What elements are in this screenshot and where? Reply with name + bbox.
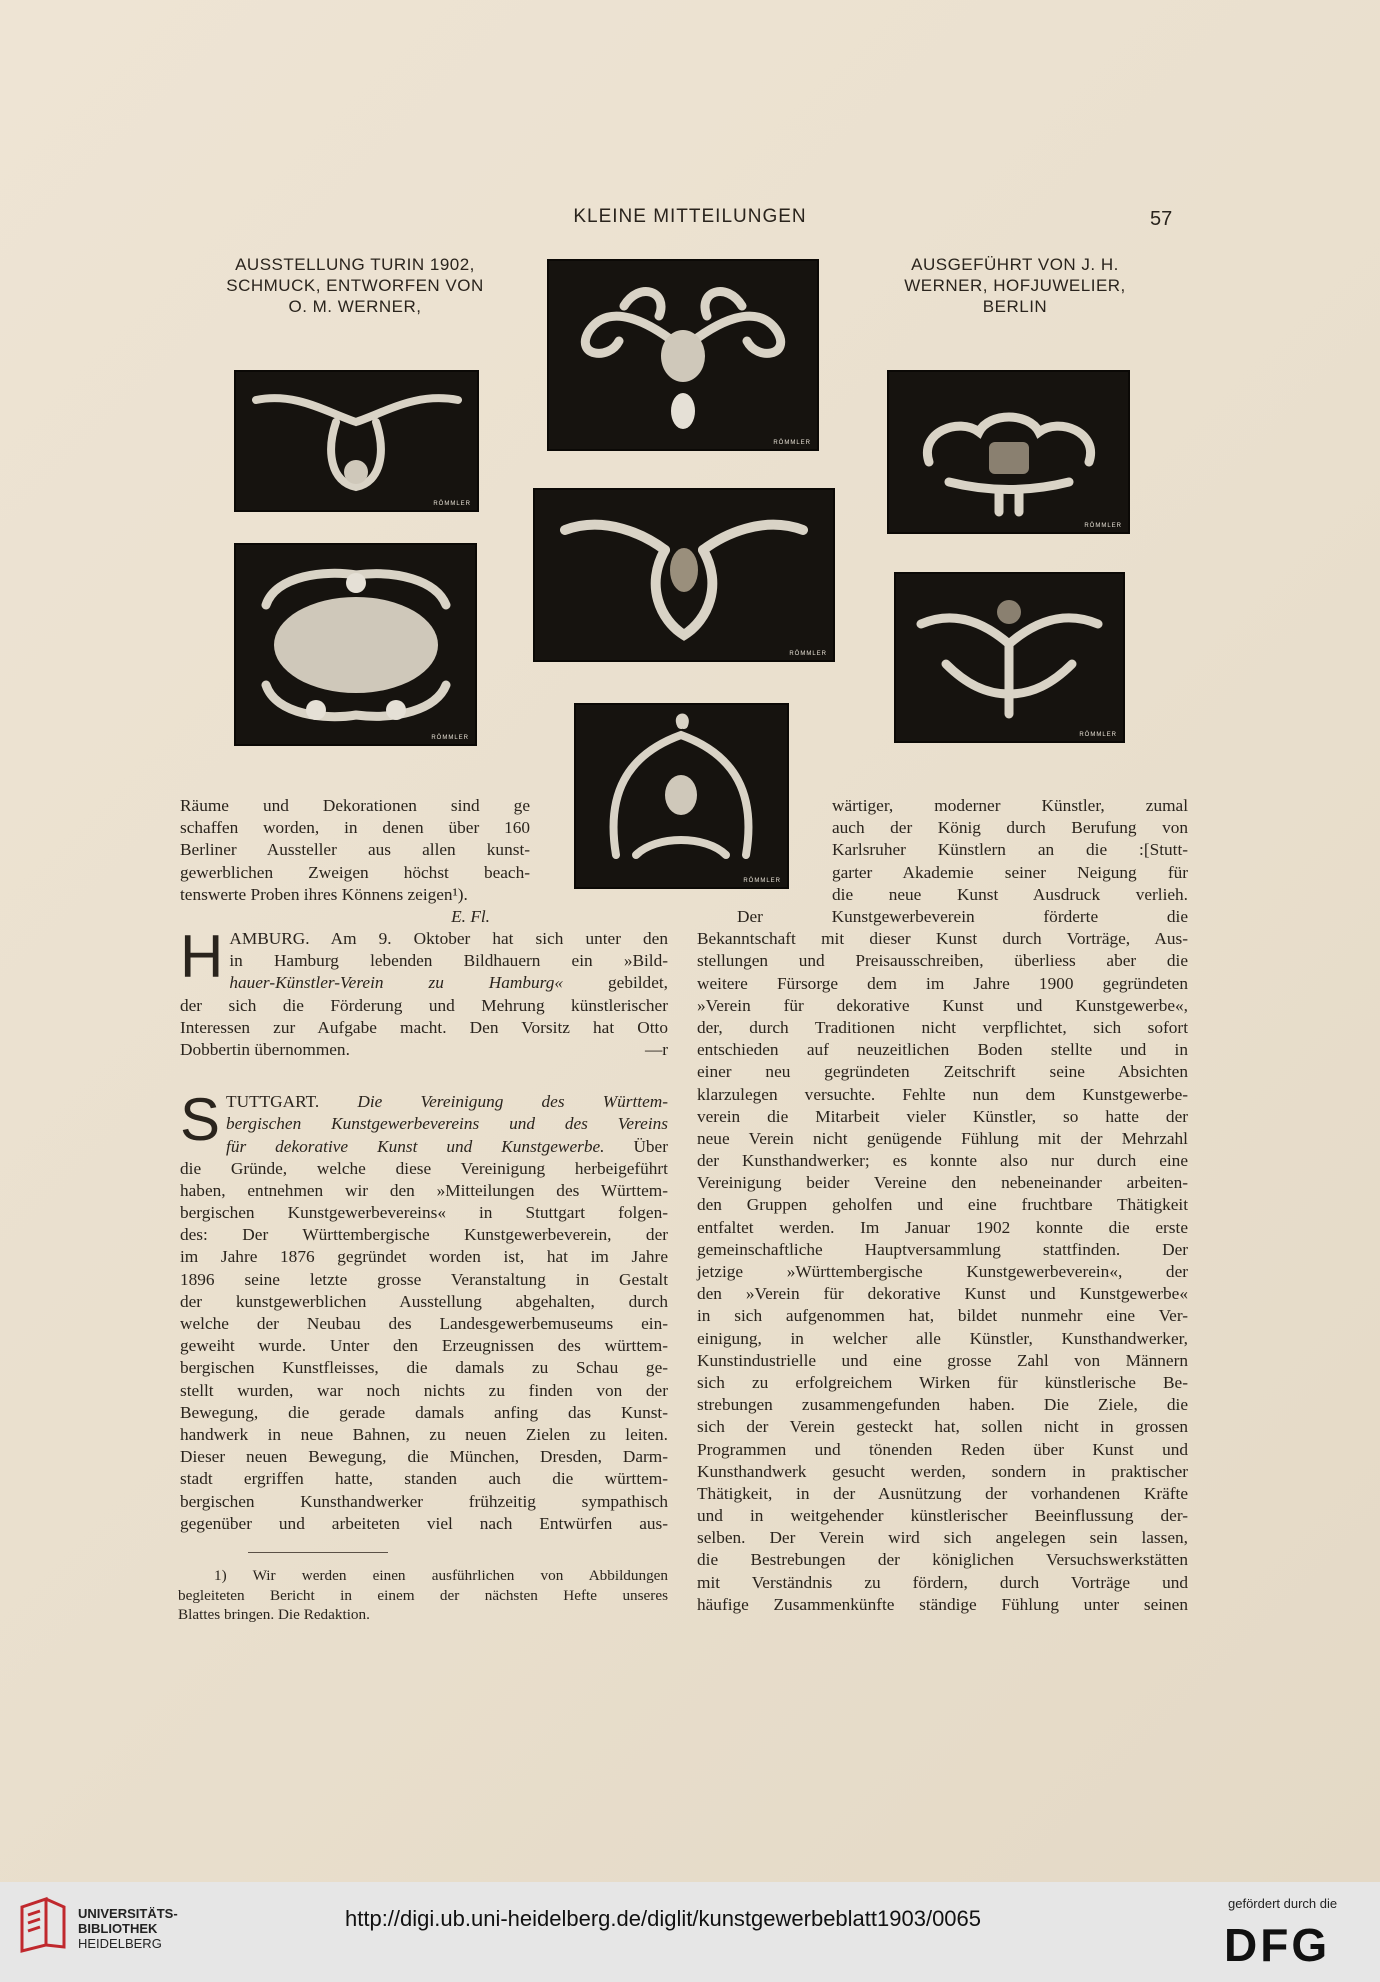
library-name	[78, 1906, 178, 1951]
source-url-link[interactable]: http://digi.ub.uni-heidelberg.de/diglit/kunstgewerbeblatt1903/0065	[345, 1906, 982, 1931]
text-line: entschieden auf neuzeitlichen Boden stellte und in	[697, 1040, 1188, 1060]
photo-credit: RÖMMLER	[431, 735, 469, 741]
brooch-ornament-image	[535, 490, 833, 660]
text-line: Vereinigung beider Vereine den nebeneinander arbeiten-	[697, 1173, 1188, 1193]
text-line: Bekanntschaft mit dieser Kunst durch Vorträge, Aus-	[697, 929, 1188, 949]
footnote-divider	[248, 1552, 388, 1553]
text-line: und in weitgehender künstlerischer Beeinflussung der-	[697, 1506, 1188, 1526]
brooch-plate-right-lower	[894, 572, 1125, 743]
text-line	[180, 972, 668, 994]
text-line: einer neu gegründeten Zeitschrift seine Absichten	[697, 1062, 1188, 1082]
library-logo-icon	[16, 1895, 70, 1955]
italic-span: für dekorative Kunst und Kunstgewerbe.	[226, 1136, 605, 1156]
text-line: häufige Zusammenkünfte ständige Fühlung unter seinen	[697, 1594, 1188, 1614]
text-line: Bewegung, die gerade damals anfing das Kunst-	[180, 1402, 668, 1422]
caption-line: AUSGEFÜHRT VON J. H.	[911, 255, 1119, 274]
footnote	[178, 1566, 668, 1625]
brooch-plate-bottom-center	[574, 703, 789, 889]
caption-left	[190, 254, 520, 317]
funded-by-label: gefördert durch die	[1228, 1896, 1338, 1911]
text-line: AMBURG. Am 9. Oktober hat sich unter den	[229, 929, 668, 948]
text-line: Der Kunstgewerbeverein förderte die	[737, 907, 1188, 926]
text-line: auch der König durch Berufung von	[832, 818, 1188, 838]
text-line: wärtiger, moderner Künstler, zumal	[832, 796, 1188, 815]
text-line: verein die Mitarbeit vieler Künstler, so hatte der	[697, 1106, 1188, 1126]
brooch-ornament-image	[236, 372, 477, 510]
text-line: im Jahre 1876 gegründet worden ist, hat im Jahre	[180, 1247, 668, 1267]
dropcap-h: H	[180, 923, 224, 990]
brooch-ornament-image	[889, 372, 1128, 532]
text-line: bergischen Kunstgewerbevereins« in Stuttgart folgen-	[180, 1203, 668, 1223]
text-line: Programmen und tönenden Reden über Kunst und	[697, 1439, 1188, 1459]
footnote-line: begleiteten Bericht in einem der nächsten Hefte unseres	[178, 1586, 668, 1604]
text-line: Interessen zur Aufgabe macht. Den Vorsitz hat Otto	[180, 1017, 668, 1037]
text-line: der sich die Förderung und Mehrung künstlerischer	[180, 995, 668, 1015]
brooch-plate-top-center	[547, 259, 819, 451]
footnote-line: 1) Wir werden einen ausführlichen von Abbildungen	[214, 1567, 668, 1584]
text-line: den »Verein für dekorative Kunst und Kunstgewerbe«	[697, 1284, 1188, 1304]
text-line: welche der Neubau des Landesgewerbemuseums ein-	[180, 1314, 668, 1333]
caption-line: AUSSTELLUNG TURIN 1902,	[235, 255, 475, 274]
text-span: Dobbertin übernommen.	[180, 1039, 350, 1059]
caption-line: SCHMUCK, ENTWORFEN VON	[226, 276, 484, 295]
text-line: Räume und Dekorationen sind ge	[180, 796, 530, 815]
brooch-ornament-image	[549, 261, 817, 449]
text-line: gewerblichen Zweigen höchst beach-	[180, 862, 530, 882]
brooch-plate-right-upper	[887, 370, 1130, 534]
text-span: TUTTGART.	[226, 1092, 358, 1112]
text-line: »Verein für dekorative Kunst und Kunstgewerbe«,	[697, 995, 1188, 1015]
brooch-plate-center-middle	[533, 488, 835, 662]
text-line: mit Verständnis zu fördern, durch Vorträge und	[697, 1572, 1188, 1592]
footer-bar	[0, 1882, 1380, 1982]
caption-line: BERLIN	[982, 297, 1048, 316]
text-line: sich zu erfolgreichem Wirken für künstlerische Be-	[697, 1372, 1188, 1392]
text-line: die Gründe, welche diese Vereinigung herbeigeführt	[180, 1158, 668, 1178]
photo-credit: RÖMMLER	[433, 501, 471, 507]
photo-credit: RÖMMLER	[773, 440, 811, 446]
text-line	[180, 1113, 668, 1135]
text-line: bergischen Kunsthandwerker frühzeitig sympathisch	[180, 1491, 668, 1511]
dropcap-s: S	[180, 1086, 221, 1154]
text-line: Kunsthandwerk gesucht werden, sondern in praktischer	[697, 1461, 1188, 1481]
text-line: die Bestrebungen der königlichen Versuchswerkstätten	[697, 1550, 1188, 1570]
text-line: stellungen und Preisausschreiben, überliess aber die	[697, 951, 1188, 971]
stuttgart-section	[180, 1086, 668, 1535]
running-title: KLEINE MITTEILUNGEN	[573, 206, 807, 227]
text-line: einigung, in welcher alle Künstler, Kunsthandwerker,	[697, 1328, 1188, 1348]
text-line: strebungen zusammengefunden haben. Die Ziele, die	[697, 1395, 1188, 1415]
hamburg-section	[180, 923, 668, 1061]
text-line: stellt wurden, war noch nichts zu finden von der	[180, 1380, 668, 1400]
text-line: in sich aufgenommen hat, bildet nunmehr eine Ver-	[697, 1306, 1188, 1326]
text-line: die neue Kunst Ausdruck verlieh.	[832, 884, 1188, 904]
text-line: jetzige »Württembergische Kunstgewerbeverein«, der	[697, 1262, 1188, 1281]
text-line: Berliner Aussteller aus allen kunst-	[180, 840, 530, 860]
dfg-logo: DFG	[1224, 1919, 1331, 1971]
left-column-intro	[180, 795, 530, 928]
photo-credit: RÖMMLER	[1084, 523, 1122, 529]
text-line: klarzulegen versuchte. Fehlte nun dem Kunstgewerbe-	[697, 1084, 1188, 1104]
text-line	[180, 1091, 668, 1113]
text-line: entfaltet werden. Im Januar 1902 konnte die erste	[697, 1217, 1188, 1237]
text-line: des: Der Württembergische Kunstgewerbeverein, der	[180, 1225, 668, 1245]
brooch-ornament-image	[236, 545, 475, 744]
text-line: garter Akademie seiner Neigung für	[832, 862, 1188, 882]
text-line: den Gruppen geholfen und eine fruchtbare Thätigkeit	[697, 1195, 1188, 1215]
text-line: Karlsruher Künstlern an die :[Stutt-	[832, 840, 1188, 860]
text-line: weitere Fürsorge dem im Jahre 1900 gegründeten	[697, 973, 1188, 993]
caption-right	[850, 254, 1180, 317]
italic-span: Die Vereinigung des Württem-	[357, 1092, 668, 1112]
text-line: 1896 seine letzte grosse Veranstaltung in Gestalt	[180, 1269, 668, 1289]
right-column-intro	[832, 795, 1188, 906]
caption-line: O. M. WERNER,	[288, 297, 422, 316]
text-line: neue Verein nicht genügende Fühlung mit der Mehrzahl	[697, 1128, 1188, 1148]
text-line	[180, 1039, 668, 1061]
left-column-main	[180, 923, 668, 1535]
brooch-plate-left-lower	[234, 543, 477, 746]
text-line: handwerk in neue Bahnen, zu neuen Zielen zu leiten.	[180, 1424, 668, 1444]
text-line	[180, 1136, 668, 1158]
text-line: haben, entnehmen wir den »Mitteilungen des Württem-	[180, 1180, 668, 1200]
text-line: sich der Verein gesteckt hat, sollen nicht in grossen	[697, 1417, 1188, 1437]
text-line: gegenüber und arbeiteten viel nach Entwürfen aus-	[180, 1513, 668, 1533]
text-line: bergischen Kunstfleisses, die damals zu Schau ge-	[180, 1358, 668, 1378]
brooch-ornament-image	[576, 705, 787, 887]
text-line: gemeinschaftliche Hauptversammlung stattfinden. Der	[697, 1239, 1188, 1259]
right-column-main	[697, 906, 1188, 1616]
text-line: Dieser neuen Bewegung, die München, Dresden, Darm-	[180, 1447, 668, 1467]
text-line: in Hamburg lebenden Bildhauern ein »Bild-	[229, 951, 668, 971]
brooch-plate-left-upper	[234, 370, 479, 512]
page-number: 57	[1150, 208, 1173, 230]
photo-credit: RÖMMLER	[1079, 732, 1117, 738]
text-line: tenswerte Proben ihres Könnens zeigen¹).	[180, 884, 468, 904]
caption-line: WERNER, HOFJUWELIER,	[904, 276, 1126, 295]
text-line: Kunstindustrielle und eine grosse Zahl von Männern	[697, 1350, 1188, 1370]
text-line: geweiht wurde. Unter den Erzeugnissen des württem-	[180, 1336, 668, 1356]
text-span: gebildet,	[563, 973, 668, 993]
text-line: der kunstgewerblichen Ausstellung abgehalten, durch	[180, 1291, 668, 1311]
text-line: der, durch Traditionen nicht verpflichtet, sich sofort	[697, 1017, 1188, 1037]
brooch-ornament-image	[896, 574, 1123, 741]
footnote-line: Blattes bringen. Die Redaktion.	[178, 1606, 370, 1623]
text-line: schaffen worden, in denen über 160	[180, 818, 530, 838]
text-span: Über	[604, 1136, 668, 1156]
signature: —r	[644, 1039, 668, 1059]
italic-span: hauer-Künstler-Verein zu Hamburg«	[229, 973, 564, 993]
signature-text: E. Fl.	[451, 906, 490, 926]
photo-credit: RÖMMLER	[743, 878, 781, 884]
photo-credit: RÖMMLER	[789, 651, 827, 657]
text-line: der Kunsthandwerker; es konnte also nur durch eine	[697, 1151, 1188, 1171]
text-line: selben. Der Verein wird sich angelegen sein lassen,	[697, 1528, 1188, 1548]
library-name-line: HEIDELBERG	[78, 1936, 162, 1951]
library-name-line: BIBLIOTHEK	[78, 1921, 158, 1936]
text-line: stadt ergriffen hatte, standen auch die württem-	[180, 1469, 668, 1489]
signature	[180, 906, 530, 928]
text-line: Thätigkeit, in der Ausnützung der vorhandenen Kräfte	[697, 1483, 1188, 1503]
italic-span: bergischen Kunstgewerbevereins und des Vereins	[226, 1114, 668, 1134]
library-name-line: UNIVERSITÄTS-	[78, 1906, 178, 1921]
